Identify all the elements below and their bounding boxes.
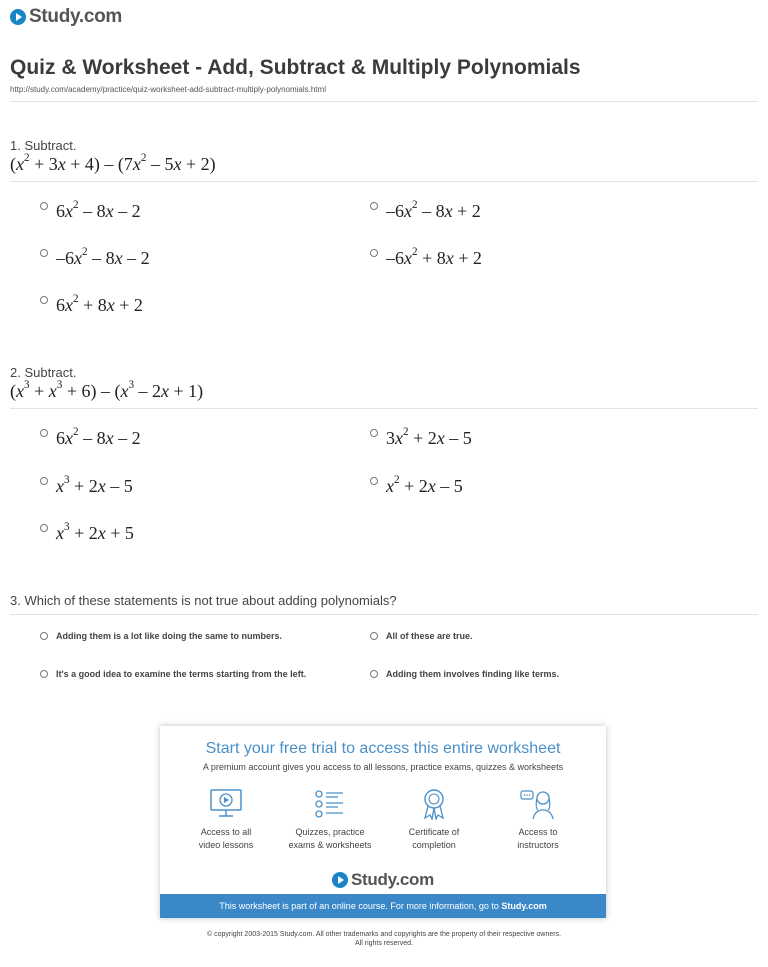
question-expression: $(x^2 + 3x + 4) - (7x^2 - 5x + 2)$ <box>10 152 216 174</box>
divider <box>10 408 758 409</box>
radio-button[interactable] <box>40 249 48 257</box>
answer-text: $-6x^2 + 8x + 2$ <box>386 246 482 268</box>
answer-text: All of these are true. <box>386 631 473 641</box>
feature-line: instructors <box>517 840 559 850</box>
free-trial-promo[interactable] <box>160 726 606 918</box>
logo-text: Study.com <box>29 6 123 27</box>
answer-text: $x^3 + 2x + 5$ <box>56 521 134 543</box>
answer-option[interactable] <box>370 248 482 269</box>
answer-option[interactable] <box>370 428 472 449</box>
answer-text: It's a good idea to examine the terms starting from the left. <box>56 669 307 679</box>
divider <box>10 101 758 102</box>
radio-button[interactable] <box>370 202 378 210</box>
answer-option[interactable] <box>370 201 481 222</box>
certificate-icon <box>417 788 451 820</box>
radio-button[interactable] <box>370 429 378 437</box>
answer-option[interactable] <box>40 669 306 679</box>
answer-option[interactable] <box>370 669 559 679</box>
answer-text: $x^3 + 2x - 5$ <box>56 474 133 496</box>
answer-option[interactable] <box>370 476 463 497</box>
question-3 <box>10 593 397 608</box>
radio-button[interactable] <box>370 477 378 485</box>
feature-line: Access to <box>518 827 558 837</box>
page-title: Quiz & Worksheet - Add, Subtract & Multiply Polynomials <box>10 56 581 79</box>
question-1 <box>10 138 216 175</box>
feature-line: completion <box>412 840 456 850</box>
feature-instructors <box>488 788 588 852</box>
instructor-icon <box>519 788 557 820</box>
footer-line: All rights reserved. <box>355 940 413 947</box>
copyright-footer <box>0 930 768 948</box>
answer-text: $3x^2 + 2x - 5$ <box>386 426 472 448</box>
feature-line: Certificate of <box>408 827 460 837</box>
radio-button[interactable] <box>40 477 48 485</box>
question-2 <box>10 365 203 402</box>
logo-text: Study.com <box>351 870 434 889</box>
feature-certificate <box>384 788 484 852</box>
feature-line: video lessons <box>198 840 254 850</box>
promo-bar-link[interactable]: Study.com <box>501 901 547 911</box>
radio-button[interactable] <box>40 429 48 437</box>
play-logo-icon <box>10 9 26 25</box>
answer-option[interactable] <box>40 248 150 269</box>
answer-option[interactable] <box>40 476 133 497</box>
feature-line: Quizzes, practice <box>295 827 365 837</box>
answer-text: $-6x^2 - 8x + 2$ <box>386 199 481 221</box>
question-number: 1. Subtract. <box>10 138 77 153</box>
answer-text: Adding them is a lot like doing the same to numbers. <box>56 631 283 641</box>
radio-button[interactable] <box>370 632 378 640</box>
feature-line: Access to all <box>200 827 252 837</box>
radio-button[interactable] <box>40 202 48 210</box>
radio-button[interactable] <box>370 670 378 678</box>
feature-quizzes <box>280 788 380 852</box>
promo-logo[interactable] <box>160 870 606 890</box>
answer-text: $6x^2 - 8x - 2$ <box>56 199 141 221</box>
page-url: http://study.com/academy/practice/quiz-worksheet-add-subtract-multiply-polynomials.html <box>10 85 326 94</box>
footer-line: © copyright 2003-2015 Study.com. All other trademarks and copyrights are the property of their respective owners. <box>206 931 562 938</box>
feature-line: exams & worksheets <box>288 840 372 850</box>
promo-subline: A premium account gives you access to all lessons, practice exams, quizzes & worksheets <box>202 762 564 772</box>
answer-option[interactable] <box>370 631 473 641</box>
radio-button[interactable] <box>40 524 48 532</box>
answer-text: $x^2 + 2x - 5$ <box>386 474 463 496</box>
study-logo[interactable] <box>10 6 122 28</box>
answer-text: $6x^2 - 8x - 2$ <box>56 426 141 448</box>
radio-button[interactable] <box>370 249 378 257</box>
question-number: 2. Subtract. <box>10 365 77 380</box>
answer-text: $6x^2 + 8x + 2$ <box>56 293 143 315</box>
play-logo-icon <box>332 872 348 888</box>
promo-info-bar <box>160 894 606 918</box>
radio-button[interactable] <box>40 296 48 304</box>
feature-video-lessons <box>176 788 276 852</box>
answer-option[interactable] <box>40 631 282 641</box>
radio-button[interactable] <box>40 670 48 678</box>
answer-text: Adding them involves finding like terms. <box>386 669 560 679</box>
promo-headline[interactable]: Start your free trial to access this entire worksheet <box>205 740 561 757</box>
question-number: 3. Which of these statements is not true about adding polynomials? <box>10 593 397 608</box>
answer-option[interactable] <box>40 428 141 449</box>
promo-bar-text: This worksheet is part of an online course. For more information, go to <box>219 901 502 911</box>
quiz-list-icon <box>313 788 347 820</box>
question-expression: $(x^3 + x^3 + 6) - (x^3 - 2x + 1)$ <box>10 379 204 401</box>
answer-text: $-6x^2 - 8x - 2$ <box>56 246 150 268</box>
answer-option[interactable] <box>40 523 134 544</box>
radio-button[interactable] <box>40 632 48 640</box>
answer-option[interactable] <box>40 201 141 222</box>
video-lesson-icon <box>209 788 243 820</box>
answer-option[interactable] <box>40 295 143 316</box>
divider <box>10 181 758 182</box>
divider <box>10 614 758 615</box>
